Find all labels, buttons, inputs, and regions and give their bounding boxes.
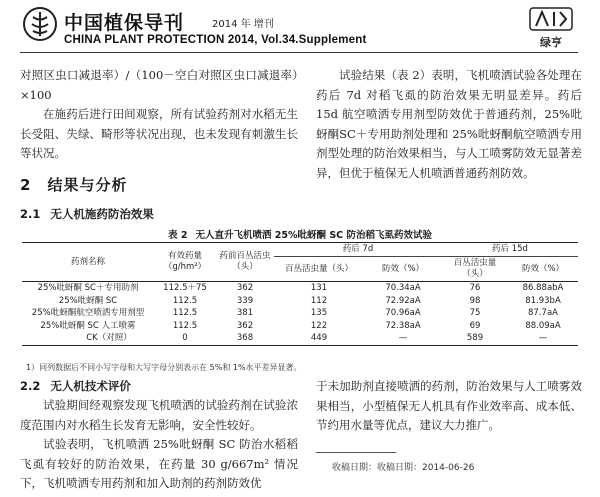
subsection-title: 无人机施药防治效果 [50, 207, 154, 221]
cell-live-15d: 69 [469, 320, 481, 331]
brand-name: 绿亨 [540, 36, 562, 49]
right-column-bottom [316, 377, 582, 436]
left-column-bottom [20, 396, 298, 494]
cell-dose: 112.5 [172, 308, 198, 318]
table-row [22, 307, 578, 320]
cell-eff-7d: — [364, 332, 442, 345]
journal-title-cn: 中国植保导刊 [64, 12, 185, 34]
table-row [22, 282, 578, 295]
cell-base: 362 [236, 320, 254, 331]
conclusion-continuation: 于未加助剂直接喷洒的药剂，防治效果与人工喷雾效果相当，小型植保无人机具有作业效率高、成本低、节约用水量等优点，建议大力推广。 [316, 379, 582, 432]
efficacy-table [22, 242, 578, 346]
cell-eff-15d: 87.7aA [528, 308, 558, 318]
cell-live-15d: 589 [442, 332, 508, 345]
subsection-number: 2.1 [20, 207, 41, 221]
cell-base: 362 [236, 283, 254, 293]
cell-live-15d: 98 [469, 295, 481, 306]
cell-agent: 25%吡蚜酮 SC＋专用助剂 [37, 283, 139, 293]
cell-dose: 112.5＋75 [163, 283, 207, 293]
cell-agent: 25%吡蚜酮航空喷洒专用剂型 [31, 308, 145, 318]
cell-live-15d: 75 [469, 308, 481, 318]
table-number: 表 2 [168, 230, 188, 241]
results-paragraph: 试验结果（表 2）表明，飞机喷洒试验各处理在药后 7d 对稻飞虱的防治效果无明显差异。药后 15d 航空喷洒专用剂型防效优于普通药剂，25%吡蚜酮SC＋专用助剂处理和 25%吡蚜酮航空喷洒专用剂型处理的防治效果相当，与人工喷雾防效无显著差异，但优于植保无人机喷洒普通药剂防效。 [316, 68, 582, 180]
col-header-agent: 药剂名称 [22, 243, 154, 282]
safety-paragraph: 在施药后进行田间观察，所有试验药剂对水稻无生长受阻、失绿、畸形等状况出现，也未发现有刺激生长等状况。 [20, 107, 298, 160]
journal-emblem-icon [22, 6, 58, 42]
table-row [22, 295, 578, 308]
footnote-rule [316, 452, 396, 453]
cell-eff-7d: 70.96aA [385, 308, 421, 318]
journal-title-en: CHINA PLANT PROTECTION 2014, Vol.34.Supplement [64, 34, 367, 46]
evaluation-paragraph: 试验期间经观察发现飞机喷洒的试验药剂在试验浓度范围内对水稻生长发育无影响，安全性较好。 [20, 398, 298, 432]
cell-live-7d: 131 [310, 283, 328, 293]
section-heading [20, 174, 127, 195]
subsection-heading-2-1 [20, 206, 154, 222]
col-header-base: 药前百丛活虫（头） [216, 243, 274, 282]
subsection-heading-2-2 [20, 378, 131, 394]
cell-eff-7d: 72.38aA [385, 320, 421, 331]
cell-agent: CK（对照） [22, 332, 154, 345]
table-title: 无人直升飞机喷洒 25%吡蚜酮 SC 防治稻飞虱药效试验 [195, 230, 432, 241]
table-row [22, 320, 578, 333]
cell-dose: 112.5 [172, 295, 198, 306]
col-header-eff-15d: 防效（%） [508, 257, 578, 282]
brand-logo-icon [520, 4, 582, 34]
brand-logo [520, 4, 582, 52]
header-rule [20, 52, 578, 53]
journal-issue: 2014 年 增刊 [212, 19, 274, 30]
cell-live-7d: 135 [310, 308, 328, 318]
col-header-live-15d: 百丛活虫量（头） [442, 257, 508, 282]
col-group-7d: 药后 7d [274, 243, 442, 257]
conclusion-paragraph: 试验表明，飞机喷洒 25%吡蚜酮 SC 防治水稻稻飞虱有较好的防治效果，在药量 30 g/667m² 情况下，飞机喷洒专用药剂和加入助剂的药剂防效优 [20, 437, 298, 490]
cell-live-7d: 112 [310, 295, 328, 306]
cell-agent: 25%吡蚜酮 SC [58, 295, 118, 306]
col-header-live-7d: 百丛活虫量（头） [274, 257, 364, 282]
right-column-top [316, 66, 582, 183]
cell-live-15d: 76 [469, 283, 481, 293]
section-title: 结果与分析 [47, 176, 128, 194]
formula-continuation: 对照区虫口减退率）/（100－空白对照区虫口减退率）×100 [20, 68, 298, 102]
left-column-top [20, 66, 298, 164]
cell-eff-15d: 88.09aA [525, 320, 561, 331]
cell-eff-15d: 86.88abA [522, 283, 564, 293]
table-footnote: 1）同列数据后不同小写字母和大写字母分别表示在 5%和 1%水平差异显著。 [26, 363, 302, 372]
page-header [0, 0, 600, 60]
col-header-eff-7d: 防效（%） [364, 257, 442, 282]
cell-eff-7d: 70.34aA [385, 283, 421, 293]
cell-dose: 0 [154, 332, 216, 345]
section-number: 2 [20, 176, 32, 194]
received-date: 收稿日期：收稿日期：2014-06-26 [332, 463, 475, 473]
cell-eff-7d: 72.92aA [385, 295, 421, 306]
col-header-dose: 有效药量（g/hm²） [154, 243, 216, 282]
cell-base: 381 [236, 308, 254, 318]
cell-dose: 112.5 [172, 320, 198, 331]
cell-live-7d: 449 [274, 332, 364, 345]
cell-eff-15d: 81.93bA [525, 295, 561, 306]
subsection-number: 2.2 [20, 379, 41, 393]
table-caption [20, 227, 580, 241]
subsection-title: 无人机技术评价 [50, 379, 131, 393]
cell-base: 368 [216, 332, 274, 345]
col-group-15d: 药后 15d [442, 243, 578, 257]
cell-agent: 25%吡蚜酮 SC 人工喷雾 [40, 320, 136, 331]
cell-eff-15d: — [508, 332, 578, 345]
table-row [22, 332, 578, 345]
cell-live-7d: 122 [310, 320, 328, 331]
cell-base: 339 [236, 295, 254, 306]
